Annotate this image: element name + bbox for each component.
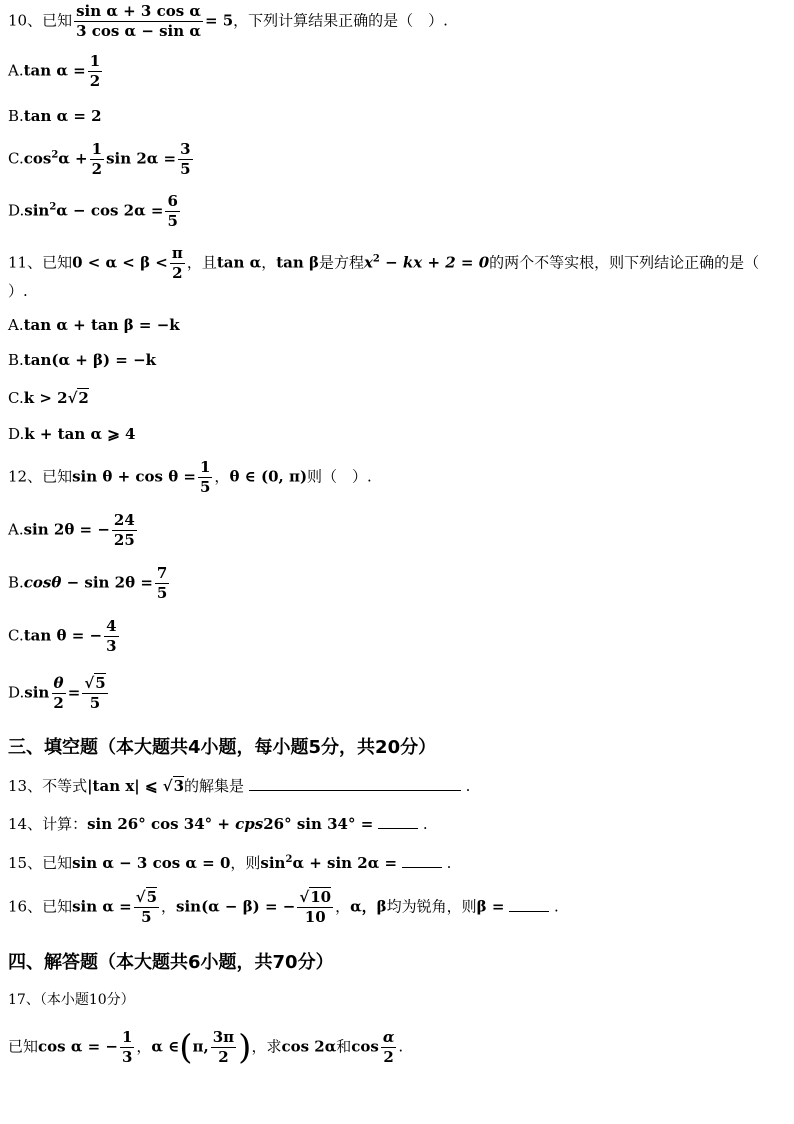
- q12-option-a: A.sin 2θ = − $\frac{24}{25}$: [8, 511, 135, 549]
- question-13: 13、不等式|tan x| ⩽ √3的解集是 .: [8, 777, 471, 795]
- q10-option-b: B.tan α = 2: [8, 107, 102, 125]
- answer-blank-14[interactable]: [378, 814, 418, 829]
- question-17-stem: 已知cos α = − $\frac{1}{3}$ ，α ∈(π, $\frac{3\pi}{2}$ )，求cos 2α和cos $\frac{\alpha}{2}$ .: [8, 1027, 404, 1068]
- q10-option-c: $C.\cos^2\alpha$ + $\frac{1}{2}$ sin 2α = $\frac{3}{5}$: [8, 140, 191, 178]
- q11-option-b: B.tan(α + β) = −k: [8, 351, 157, 369]
- section-heading-fill-in: 三、填空题（本大题共4小题，每小题5分，共20分）: [8, 737, 437, 758]
- question-10-stem: 10、已知 $\frac{\text{sin α + 3 cos α}}{\text{3 cos α − sin α}}$ = 5，下列计算结果正确的是（ ）.: [8, 2, 448, 40]
- question-12-stem: 12、已知sin θ + cos θ = $\frac{1}{5}$ ，θ ∈ (0, π)则（ ）.: [8, 458, 372, 496]
- question-14: 14、计算：sin 26° cos 34° + cps26° sin 34° = .: [8, 815, 428, 833]
- answer-blank-15[interactable]: [402, 853, 442, 868]
- q12-option-b: B.cosθ − sin 2θ = $\frac{7}{5}$: [8, 564, 168, 602]
- q10-option-a: A.tan α = $\frac{1}{2}$: [8, 52, 101, 90]
- q10-option-d: $D.\sin^2\alpha - \cos 2\alpha$ = $\frac{6}{5}$: [8, 192, 178, 230]
- question-16: 16、已知sin α = $\frac{√5}{5}$ ，sin(α − β) = − $\frac{√10}{10}$ ，α，β均为锐角，则β = .: [8, 888, 559, 926]
- q12-option-c: C.tan θ = − $\frac{4}{3}$: [8, 617, 117, 655]
- question-11-stem: 11、已知0 < α < β < $\frac{\pi}{2}$ ，且tan α，tan β是方程$x^2$ − kx + 2 = 0的两个不等实根，则下列结论正确的是（: [8, 244, 760, 282]
- q11-stem-continued: ）.: [8, 282, 28, 300]
- question-17-header: 17、（本小题10分）: [8, 992, 135, 1008]
- q11-option-a: A.tan α + tan β = −k: [8, 316, 180, 334]
- answer-blank-13[interactable]: [249, 776, 461, 791]
- q12-option-d: D.sin $\frac{\theta}{2}$ = $\frac{√5}{5}$: [8, 674, 106, 712]
- q10-fraction: $\frac{\text{sin α + 3 cos α}}{\text{3 cos α − sin α}}$: [76, 2, 201, 40]
- section-heading-solutions: 四、解答题（本大题共6小题，共70分）: [8, 952, 334, 973]
- q11-option-d: D.k + tan α ⩾ 4: [8, 425, 136, 443]
- question-15: 15、已知sin α − 3 cos α = 0，则$\sin^2\alpha + \sin 2\alpha$ = .: [8, 854, 452, 872]
- answer-blank-16[interactable]: [509, 897, 549, 912]
- q11-option-c: C.k > 2√2: [8, 389, 89, 407]
